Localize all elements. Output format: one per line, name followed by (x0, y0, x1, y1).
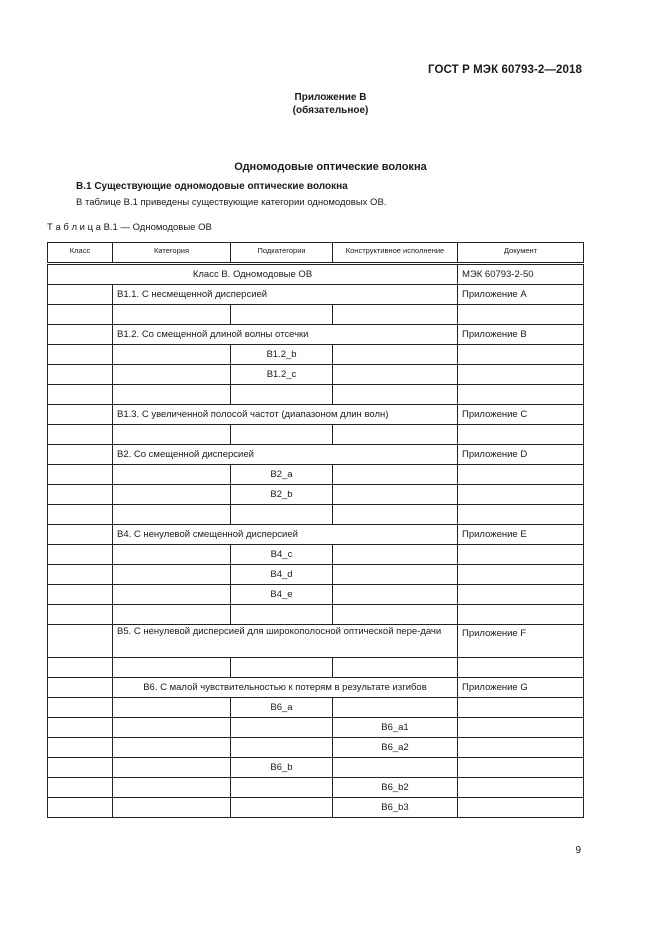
intro-paragraph: В таблице В.1 приведены существующие категории одномодовых ОВ. (76, 197, 387, 208)
b2-doc: Приложение D (458, 445, 584, 465)
annex-title: Приложение В (294, 92, 367, 103)
table-row (48, 425, 584, 445)
subcategory-cell: B4_d (231, 565, 333, 585)
b1-2-label: B1.2. Со смещенной длиной волны отсечки (113, 325, 458, 345)
col-subcategory: Подкатегория (231, 243, 333, 264)
table-row (48, 305, 584, 325)
table-row (48, 585, 584, 605)
class-b-label: Класс B. Одномодовые ОВ (48, 264, 458, 285)
table-row (48, 698, 584, 718)
col-design: Конструктивное исполнение (333, 243, 458, 264)
annex-subtitle: (обязательное) (292, 105, 369, 116)
b1-3-doc: Приложение C (458, 405, 584, 425)
page-number: 9 (575, 845, 581, 856)
table-row (48, 465, 584, 485)
b6-doc: Приложение G (458, 678, 584, 698)
b1-2-doc: Приложение B (458, 325, 584, 345)
table-row (48, 365, 584, 385)
table-row (48, 385, 584, 405)
b5-label: B5. С ненулевой дисперсией для широкополосной оптической пере-дачи (113, 625, 458, 658)
table-row (48, 605, 584, 625)
table-row (48, 798, 584, 818)
table-row (48, 678, 584, 698)
col-class: Класс (48, 243, 113, 264)
table-caption: Т а б л и ц а В.1 — Одномодовые ОВ (47, 222, 212, 233)
subcategory-cell: B1.2_b (231, 345, 333, 365)
subcategory-cell: B4_c (231, 545, 333, 565)
standard-number: ГОСТ Р МЭК 60793-2—2018 (428, 64, 582, 76)
table-row (48, 625, 584, 658)
col-document: Документ (458, 243, 584, 264)
b6-label: B6. С малой чувствительностью к потерям в результате изгибов (113, 678, 458, 698)
table-row (48, 345, 584, 365)
table-row (48, 718, 584, 738)
subcategory-cell: B6_b (231, 758, 333, 778)
subcategory-cell: B4_e (231, 585, 333, 605)
table-row (48, 485, 584, 505)
table-row (48, 658, 584, 678)
table-row (48, 525, 584, 545)
subcategory-cell: B6_a (231, 698, 333, 718)
section-heading: В.1 Существующие одномодовые оптические волокна (76, 181, 348, 192)
subcategory-cell: B1.2_c (231, 365, 333, 385)
table-row (48, 264, 584, 285)
table-row (48, 565, 584, 585)
subcategory-cell: B2_b (231, 485, 333, 505)
fiber-table (47, 242, 584, 818)
b4-label: B4. С ненулевой смещенной дисперсией (113, 525, 458, 545)
table-row (48, 738, 584, 758)
b1-1-doc: Приложение A (458, 285, 584, 305)
class-b-doc: МЭК 60793-2-50 (458, 264, 584, 285)
table-row (48, 778, 584, 798)
col-category: Категория (113, 243, 231, 264)
design-cell: B6_b3 (333, 798, 458, 818)
table-row (48, 758, 584, 778)
b1-3-label: B1.3. С увеличенной полосой частот (диапазоном длин волн) (113, 405, 458, 425)
b1-1-label: B1.1. С несмещенной дисперсией (113, 285, 458, 305)
table-row (48, 325, 584, 345)
table-row (48, 545, 584, 565)
b4-doc: Приложение E (458, 525, 584, 545)
b5-doc: Приложение F (458, 625, 584, 658)
table-header-row (48, 243, 584, 264)
table-row (48, 505, 584, 525)
design-cell: B6_a1 (333, 718, 458, 738)
design-cell: B6_a2 (333, 738, 458, 758)
subcategory-cell: B2_a (231, 465, 333, 485)
page-title: Одномодовые оптические волокна (234, 161, 427, 173)
b2-label: B2. Со смещенной дисперсией (113, 445, 458, 465)
table-row (48, 405, 584, 425)
table-row (48, 285, 584, 305)
table-row (48, 445, 584, 465)
design-cell: B6_b2 (333, 778, 458, 798)
